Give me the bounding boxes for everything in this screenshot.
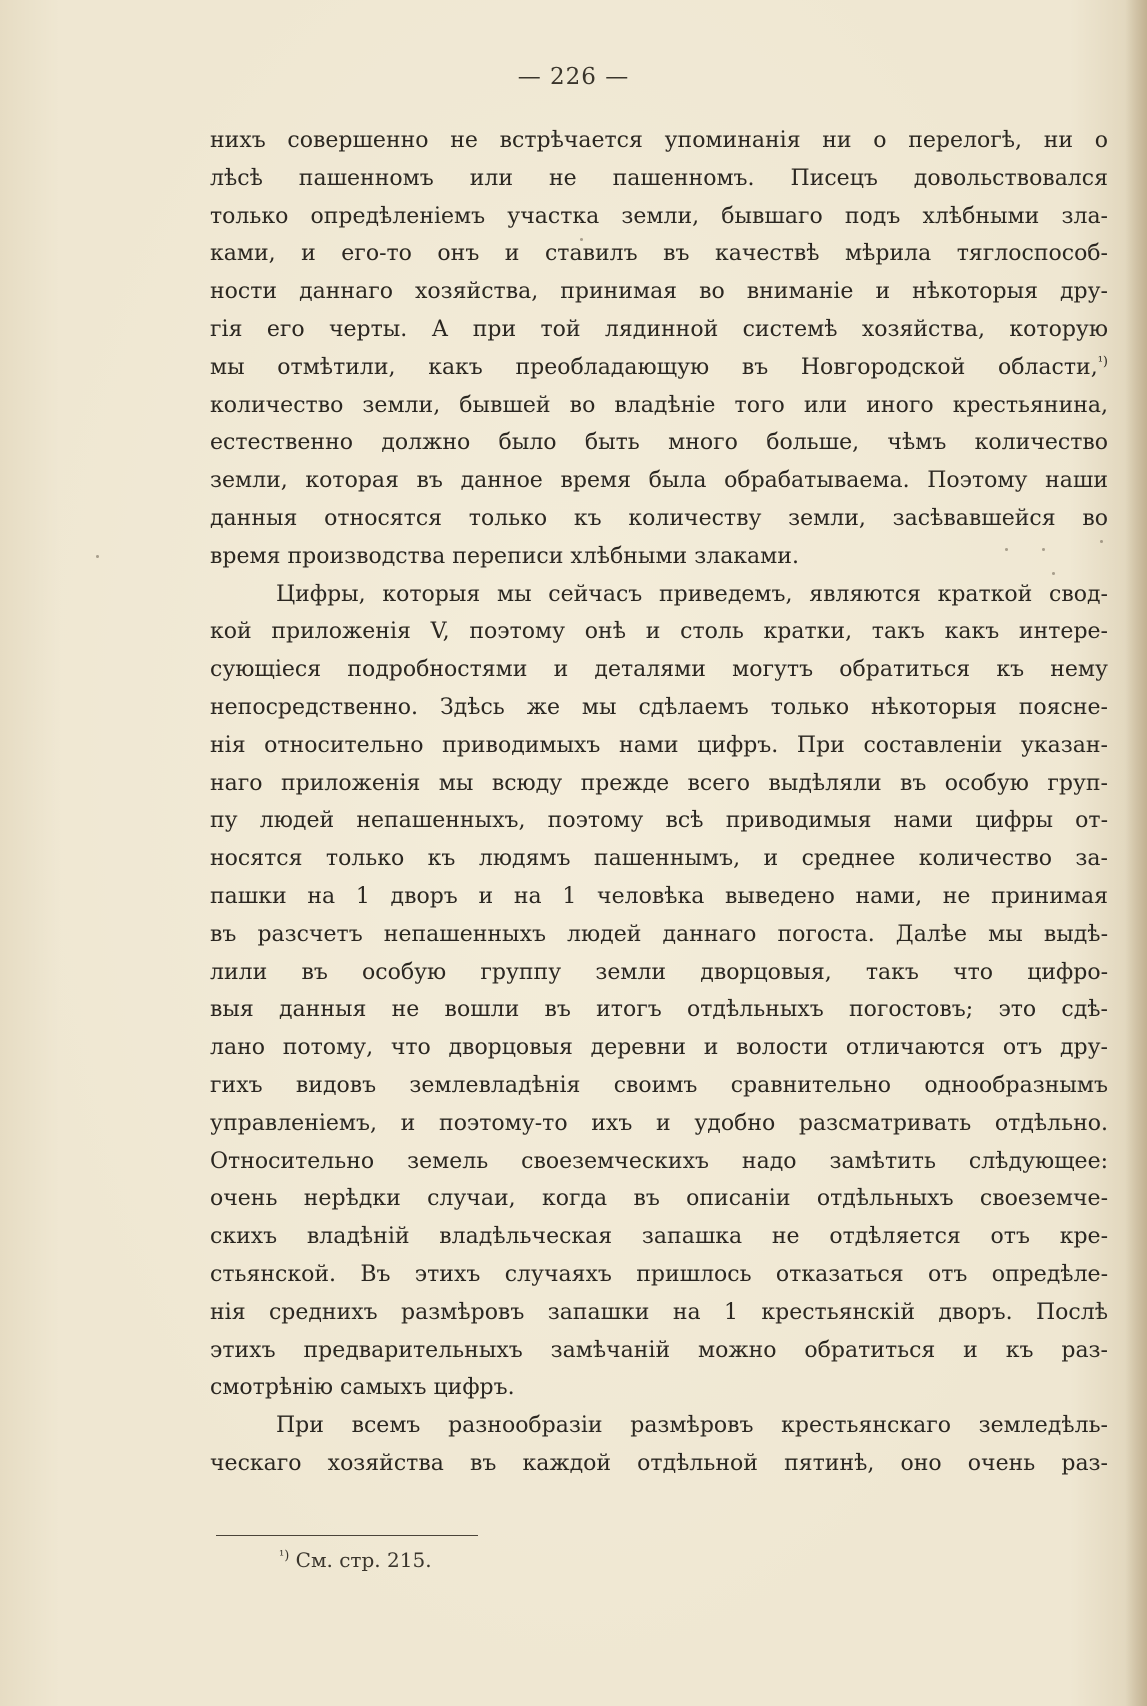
text-line: гихъ видовъ землевладѣнія своимъ сравнительно однообразнымъ [210, 1072, 1108, 1098]
footnote-text: См. стр. 215. [295, 1548, 432, 1572]
text-line: сующіеся подробностями и деталями могутъ обратиться къ нему [210, 657, 1108, 683]
text-line: носятся только къ людямъ пашеннымъ, и среднее количество за- [210, 846, 1108, 872]
footnote-divider [216, 1535, 478, 1536]
text-line: данныя относятся только къ количеству земли, засѣвавшейся во [210, 505, 1108, 531]
text-line-paragraph-start: При всемъ разнообразіи размѣровъ крестьянскаго земледѣль- [276, 1413, 1108, 1439]
text-line: земли, которая въ данное время была обрабатываема. Поэтому наши [210, 468, 1108, 494]
text-line-paragraph-end: смотрѣнію самыхъ цифръ. [210, 1375, 515, 1401]
text-line-paragraph-start: Цифры, которыя мы сейчасъ приведемъ, являются краткой свод- [276, 581, 1108, 607]
text-line: нія среднихъ размѣровъ запашки на 1 крестьянскій дворъ. Послѣ [210, 1299, 1108, 1325]
footnote [279, 1548, 432, 1572]
text-line: лили въ особую группу земли дворцовыя, такъ что цифро- [210, 959, 1108, 985]
text-line: стьянской. Въ этихъ случаяхъ пришлось отказаться отъ опредѣле- [210, 1261, 1108, 1287]
text-line: пашки на 1 дворъ и на 1 человѣка выведено нами, не принимая [210, 883, 1108, 909]
text-line-content: мы отмѣтили, какъ преобладающую въ Новгородской области, [210, 354, 1098, 380]
text-line: гія его черты. А при той лядинной системѣ хозяйства, которую [210, 316, 1108, 342]
text-line: естественно должно было быть много больше, чѣмъ количество [210, 430, 1108, 456]
text-line: очень нерѣдки случаи, когда въ описаніи отдѣльныхъ своеземче- [210, 1186, 1108, 1212]
text-line: этихъ предварительныхъ замѣчаній можно обратиться и къ раз- [210, 1337, 1108, 1363]
text-line: въ разсчетъ непашенныхъ людей даннаго погоста. Далѣе мы выдѣ- [210, 921, 1108, 947]
text-line: выя данныя не вошли въ итогъ отдѣльныхъ погостовъ; это сдѣ- [210, 997, 1108, 1023]
text-line: только опредѣленіемъ участка земли, бывшаго подъ хлѣбными зла- [210, 203, 1108, 229]
body-text [210, 122, 1108, 1483]
text-line: управленіемъ, и поэтому-то ихъ и удобно разсматривать отдѣльно. [210, 1110, 1108, 1136]
footnote-reference: ¹) [1097, 354, 1108, 370]
text-line: количество земли, бывшей во владѣніе того или иного крестьянина, [210, 392, 1108, 418]
text-line: нихъ совершенно не встрѣчается упоминанія ни о перелогѣ, ни о [210, 128, 1108, 153]
text-line: лѣсѣ пашенномъ или не пашенномъ. Писецъ довольствовался [210, 165, 1108, 191]
text-line: нія относительно приводимыхъ нами цифръ. При составленіи указан- [210, 732, 1108, 758]
text-line: ками, и его-то онъ и ставилъ въ качествѣ мѣрила тяглоспособ- [210, 241, 1108, 267]
paper-speck [1052, 572, 1055, 575]
paper-speck [1005, 548, 1008, 551]
text-line: ности даннаго хозяйства, принимая во вниманіе и нѣкоторыя дру- [210, 279, 1108, 305]
text-line-with-footnote [210, 349, 1108, 387]
paper-speck [1042, 548, 1045, 551]
text-line: ческаго хозяйства въ каждой отдѣльной пятинѣ, оно очень раз- [210, 1450, 1108, 1476]
paper-speck [1100, 540, 1103, 543]
text-line: кой приложенія V, поэтому онѣ и столь кратки, такъ какъ интере- [210, 619, 1108, 645]
text-line: наго приложенія мы всюду прежде всего выдѣляли въ особую груп- [210, 770, 1108, 796]
paper-speck [96, 555, 99, 558]
footnote-marker: ¹) [279, 1548, 290, 1564]
text-line-paragraph-end: время производства переписи хлѣбными злаками. [210, 543, 799, 569]
page-edge-shadow [1125, 0, 1147, 1706]
page-number: — 226 — [517, 64, 630, 90]
text-line: непосредственно. Здѣсь же мы сдѣлаемъ только нѣкоторыя поясне- [210, 694, 1108, 720]
text-line: скихъ владѣній владѣльческая запашка не отдѣляется отъ кре- [210, 1224, 1108, 1250]
text-line: пу людей непашенныхъ, поэтому всѣ приводимыя нами цифры от- [210, 808, 1108, 834]
paper-speck [580, 238, 583, 241]
text-line: лано потому, что дворцовыя деревни и волости отличаются отъ дру- [210, 1035, 1108, 1061]
text-line: Относительно земель своеземческихъ надо замѣтить слѣдующее: [210, 1148, 1108, 1174]
